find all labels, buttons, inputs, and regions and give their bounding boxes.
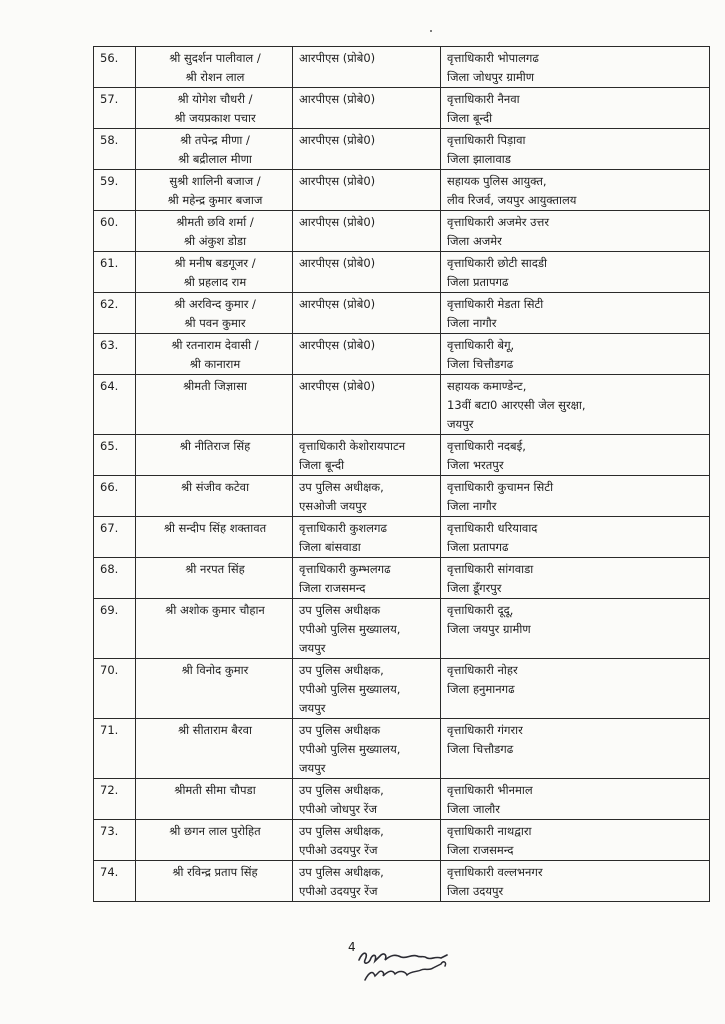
current-posting-line: उप पुलिस अधीक्षक, <box>299 865 384 879</box>
officer-name-line: श्री रतनाराम देवासी / <box>171 338 259 352</box>
serial-number: 62. <box>94 293 136 334</box>
current-posting-line: जिला बून्दी <box>299 458 345 472</box>
table-row <box>94 599 710 659</box>
serial-number: 70. <box>94 659 136 719</box>
new-posting-cell <box>441 599 710 659</box>
table-row <box>94 820 710 861</box>
current-posting-cell <box>293 252 441 293</box>
officer-name-cell <box>136 599 293 659</box>
new-posting-line: वृत्ताधिकारी नाथद्वारा <box>447 824 532 838</box>
current-posting-cell <box>293 211 441 252</box>
officer-name-cell <box>136 88 293 129</box>
current-posting-cell <box>293 599 441 659</box>
new-posting-line: वृत्ताधिकारी दूदू, <box>447 603 514 617</box>
officer-name-line: श्री अशोक कुमार चौहान <box>165 603 265 617</box>
current-posting-line: उप पुलिस अधीक्षक, <box>299 783 384 797</box>
current-posting-cell <box>293 129 441 170</box>
current-posting-cell <box>293 476 441 517</box>
table-row <box>94 293 710 334</box>
current-posting-line: एसओजी जयपुर <box>299 499 367 513</box>
current-posting-line: एपीओ उदयपुर रेंज <box>299 843 378 857</box>
serial-number: 60. <box>94 211 136 252</box>
new-posting-line: जिला डूँगरपुर <box>447 581 502 595</box>
current-posting-line: आरपीएस (प्रोबे0) <box>299 215 376 229</box>
officer-name-line: श्रीमती छवि शर्मा / <box>176 215 254 229</box>
current-posting-cell <box>293 861 441 902</box>
officer-name-cell <box>136 517 293 558</box>
officer-name-cell <box>136 558 293 599</box>
officer-name-line: श्री नीतिराज सिंह <box>179 439 251 453</box>
current-posting-line: आरपीएस (प्रोबे0) <box>299 379 376 393</box>
new-posting-line: जयपुर <box>447 417 474 431</box>
current-posting-line: वृत्ताधिकारी कुशलगढ <box>299 521 387 535</box>
new-posting-cell <box>441 435 710 476</box>
new-posting-line: वृत्ताधिकारी नदबई, <box>447 439 526 453</box>
officer-name-line: श्री अंकुश डोडा <box>183 234 247 248</box>
officer-name-cell <box>136 476 293 517</box>
serial-number: 65. <box>94 435 136 476</box>
new-posting-line: लीव रिजर्व, जयपुर आयुक्तालय <box>447 193 577 207</box>
page-number: 4 <box>348 940 356 954</box>
current-posting-line: एपीओ उदयपुर रेंज <box>299 884 378 898</box>
officer-name-line: श्री सुदर्शन पालीवाल / <box>169 51 261 65</box>
serial-number: 71. <box>94 719 136 779</box>
current-posting-cell <box>293 88 441 129</box>
officer-name-line: श्री तपेन्द्र मीणा / <box>180 133 250 147</box>
current-posting-line: आरपीएस (प्रोबे0) <box>299 338 376 352</box>
current-posting-cell <box>293 659 441 719</box>
new-posting-line: जिला जयपुर ग्रामीण <box>447 622 531 636</box>
new-posting-line: जिला प्रतापगढ <box>447 540 509 554</box>
new-posting-line: वृत्ताधिकारी अजमेर उत्तर <box>447 215 550 229</box>
officer-name-cell <box>136 375 293 435</box>
handwritten-signature <box>355 946 465 986</box>
current-posting-line: आरपीएस (प्रोबे0) <box>299 51 376 65</box>
current-posting-line: उप पुलिस अधीक्षक <box>299 723 381 737</box>
serial-number: 68. <box>94 558 136 599</box>
current-posting-cell <box>293 293 441 334</box>
new-posting-line: जिला नागौर <box>447 499 497 513</box>
current-posting-line: जयपुर <box>299 701 326 715</box>
officer-name-line: श्री योगेश चौधरी / <box>177 92 253 106</box>
new-posting-line: वृत्ताधिकारी वल्लभनगर <box>447 865 543 879</box>
new-posting-line: जिला प्रतापगढ <box>447 275 509 289</box>
table-row <box>94 88 710 129</box>
new-posting-cell <box>441 88 710 129</box>
new-posting-line: वृत्ताधिकारी नोहर <box>447 663 518 677</box>
officer-name-cell <box>136 47 293 88</box>
current-posting-cell <box>293 170 441 211</box>
officer-name-cell <box>136 659 293 719</box>
current-posting-cell <box>293 779 441 820</box>
new-posting-line: जिला जालौर <box>447 802 500 816</box>
table-row <box>94 47 710 88</box>
new-posting-line: जिला झालावाड <box>447 152 511 166</box>
current-posting-cell <box>293 558 441 599</box>
current-posting-line: एपीओ पुलिस मुख्यालय, <box>299 742 401 756</box>
new-posting-line: सहायक कमाण्डेन्ट, <box>447 379 527 393</box>
new-posting-line: वृत्ताधिकारी भीनमाल <box>447 783 533 797</box>
serial-number: 61. <box>94 252 136 293</box>
new-posting-line: जिला जोधपुर ग्रामीण <box>447 70 535 84</box>
current-posting-line: आरपीएस (प्रोबे0) <box>299 92 376 106</box>
serial-number: 66. <box>94 476 136 517</box>
officer-name-cell <box>136 211 293 252</box>
table-row <box>94 861 710 902</box>
officer-name-cell <box>136 719 293 779</box>
new-posting-cell <box>441 47 710 88</box>
new-posting-cell <box>441 293 710 334</box>
new-posting-cell <box>441 719 710 779</box>
officer-name-line: श्री अरविन्द कुमार / <box>174 297 256 311</box>
new-posting-cell <box>441 558 710 599</box>
new-posting-line: सहायक पुलिस आयुक्त, <box>447 174 547 188</box>
current-posting-cell <box>293 435 441 476</box>
serial-number: 64. <box>94 375 136 435</box>
table-row <box>94 779 710 820</box>
new-posting-cell <box>441 820 710 861</box>
new-posting-cell <box>441 476 710 517</box>
current-posting-line: एपीओ जोधपुर रेंज <box>299 802 378 816</box>
new-posting-line: वृत्ताधिकारी नैनवा <box>447 92 520 106</box>
officer-name-line: श्री रविन्द्र प्रताप सिंह <box>172 865 258 879</box>
table-row <box>94 334 710 375</box>
new-posting-line: जिला चित्तौडगढ <box>447 357 514 371</box>
serial-number: 58. <box>94 129 136 170</box>
scan-speck <box>430 30 432 32</box>
new-posting-line: वृत्ताधिकारी मेडता सिटी <box>447 297 544 311</box>
current-posting-line: आरपीएस (प्रोबे0) <box>299 133 376 147</box>
table-row <box>94 375 710 435</box>
new-posting-line: वृत्ताधिकारी धरियावाद <box>447 521 538 535</box>
serial-number: 67. <box>94 517 136 558</box>
serial-number: 56. <box>94 47 136 88</box>
new-posting-line: जिला अजमेर <box>447 234 502 248</box>
new-posting-line: वृत्ताधिकारी पिड़ावा <box>447 133 526 147</box>
new-posting-line: वृत्ताधिकारी सांगवाडा <box>447 562 534 576</box>
serial-number: 69. <box>94 599 136 659</box>
officer-name-line: श्री कानाराम <box>189 357 241 371</box>
new-posting-line: जिला बून्दी <box>447 111 493 125</box>
table-row <box>94 558 710 599</box>
new-posting-cell <box>441 252 710 293</box>
new-posting-line: वृत्ताधिकारी छोटी सादडी <box>447 256 547 270</box>
current-posting-cell <box>293 375 441 435</box>
serial-number: 57. <box>94 88 136 129</box>
new-posting-cell <box>441 375 710 435</box>
officer-name-line: श्री सन्दीप सिंह शक्तावत <box>163 521 267 535</box>
officer-name-line: श्री प्रहलाद राम <box>183 275 247 289</box>
officer-name-line: श्री रोशन लाल <box>185 70 245 84</box>
officer-name-cell <box>136 820 293 861</box>
new-posting-line: वृत्ताधिकारी बेगू, <box>447 338 515 352</box>
current-posting-cell <box>293 334 441 375</box>
officer-name-cell <box>136 334 293 375</box>
officer-name-cell <box>136 435 293 476</box>
table-row <box>94 129 710 170</box>
officer-name-line: श्री संजीव कटेवा <box>180 480 250 494</box>
officer-name-line: श्रीमती जिज्ञासा <box>183 379 247 393</box>
current-posting-line: उप पुलिस अधीक्षक, <box>299 663 384 677</box>
current-posting-line: जिला राजसमन्द <box>299 581 366 595</box>
current-posting-cell <box>293 517 441 558</box>
officer-name-cell <box>136 861 293 902</box>
current-posting-line: उप पुलिस अधीक्षक <box>299 603 381 617</box>
new-posting-line: वृत्ताधिकारी भोपालगढ <box>447 51 539 65</box>
officer-name-line: श्री जयप्रकाश पचार <box>174 111 256 125</box>
officer-name-line: श्री महेन्द्र कुमार बजाज <box>167 193 263 207</box>
table-row <box>94 211 710 252</box>
current-posting-line: आरपीएस (प्रोबे0) <box>299 297 376 311</box>
serial-number: 74. <box>94 861 136 902</box>
officer-name-cell <box>136 252 293 293</box>
serial-number: 73. <box>94 820 136 861</box>
new-posting-cell <box>441 334 710 375</box>
current-posting-line: जयपुर <box>299 641 326 655</box>
new-posting-cell <box>441 659 710 719</box>
table-row <box>94 719 710 779</box>
officer-name-line: श्री मनीष बडगूजर / <box>174 256 256 270</box>
officer-name-line: सुश्री शालिनी बजाज / <box>169 174 261 188</box>
current-posting-line: एपीओ पुलिस मुख्यालय, <box>299 622 401 636</box>
new-posting-line: जिला चित्तौडगढ <box>447 742 514 756</box>
transfer-table <box>93 46 710 902</box>
table-row <box>94 517 710 558</box>
new-posting-line: 13वीं बटा0 आरएसी जेल सुरक्षा, <box>447 398 586 412</box>
transfer-table-body <box>94 47 710 902</box>
serial-number: 59. <box>94 170 136 211</box>
new-posting-line: जिला हनुमानगढ <box>447 682 515 696</box>
current-posting-cell <box>293 47 441 88</box>
officer-name-line: श्री सीताराम बैरवा <box>178 723 252 737</box>
new-posting-cell <box>441 170 710 211</box>
current-posting-cell <box>293 719 441 779</box>
new-posting-cell <box>441 129 710 170</box>
current-posting-line: जिला बांसवाडा <box>299 540 361 554</box>
officer-name-cell <box>136 129 293 170</box>
current-posting-line: आरपीएस (प्रोबे0) <box>299 174 376 188</box>
table-row <box>94 170 710 211</box>
officer-name-cell <box>136 779 293 820</box>
new-posting-line: जिला भरतपुर <box>447 458 504 472</box>
current-posting-line: जयपुर <box>299 761 326 775</box>
current-posting-line: वृत्ताधिकारी केशोरायपाटन <box>299 439 406 453</box>
new-posting-line: जिला नागौर <box>447 316 497 330</box>
table-row <box>94 252 710 293</box>
current-posting-line: एपीओ पुलिस मुख्यालय, <box>299 682 401 696</box>
new-posting-line: वृत्ताधिकारी गंगरार <box>447 723 523 737</box>
current-posting-line: उप पुलिस अधीक्षक, <box>299 824 384 838</box>
current-posting-line: उप पुलिस अधीक्षक, <box>299 480 384 494</box>
serial-number: 72. <box>94 779 136 820</box>
table-row <box>94 435 710 476</box>
officer-name-cell <box>136 293 293 334</box>
current-posting-line: आरपीएस (प्रोबे0) <box>299 256 376 270</box>
officer-name-line: श्री छगन लाल पुरोहित <box>169 824 261 838</box>
new-posting-line: वृत्ताधिकारी कुचामन सिटी <box>447 480 554 494</box>
new-posting-cell <box>441 211 710 252</box>
officer-name-cell <box>136 170 293 211</box>
officer-name-line: श्री विनोद कुमार <box>181 663 249 677</box>
current-posting-line: वृत्ताधिकारी कुम्भलगढ <box>299 562 391 576</box>
serial-number: 63. <box>94 334 136 375</box>
table-row <box>94 659 710 719</box>
officer-name-line: श्री नरपत सिंह <box>185 562 245 576</box>
officer-name-line: श्री बद्रीलाल मीणा <box>178 152 252 166</box>
current-posting-cell <box>293 820 441 861</box>
officer-name-line: श्रीमती सीमा चौपडा <box>174 783 256 797</box>
new-posting-line: जिला उदयपुर <box>447 884 504 898</box>
new-posting-cell <box>441 861 710 902</box>
new-posting-cell <box>441 517 710 558</box>
new-posting-cell <box>441 779 710 820</box>
table-row <box>94 476 710 517</box>
officer-name-line: श्री पवन कुमार <box>184 316 246 330</box>
new-posting-line: जिला राजसमन्द <box>447 843 514 857</box>
